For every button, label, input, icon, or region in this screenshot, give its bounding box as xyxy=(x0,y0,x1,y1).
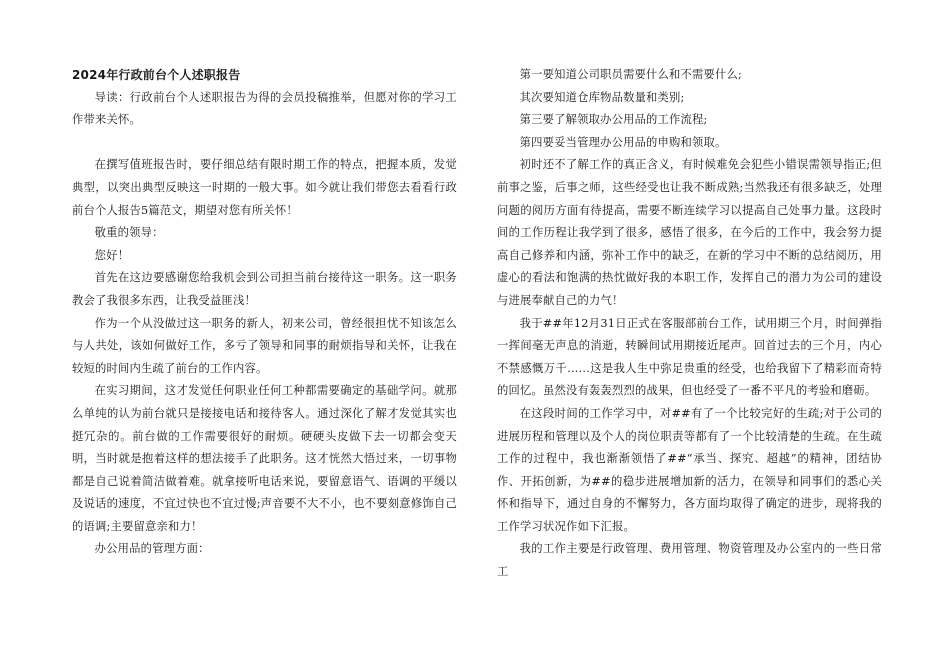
paragraph: 我于##年12月31日正式在客服部前台工作，试用期三个月，时间弹指一挥间毫无声息的消逝，转瞬间试用期接近尾声。回首过去的三个月，内心不禁感慨万千……这是我人生中弥足贵重的经受，也给我留下了精彩而奇特的回忆。虽然没有轰轰烈烈的战果，但也经受了一番不平凡的考验和磨砺。 xyxy=(497,316,882,398)
left-column xyxy=(72,64,457,561)
list-item: 第四要妥当管理办公用品的申购和领取。 xyxy=(519,135,727,149)
intro-paragraph: 导读：行政前台个人述职报告为得的会员投稿推举，但愿对你的学习工作带来关怀。 xyxy=(72,90,457,127)
paragraph: 首先在这边要感谢您给我机会到公司担当前台接待这一职务。这一职务教会了我很多东西，让我受益匪浅！ xyxy=(72,271,457,307)
salutation: 敬重的领导： xyxy=(94,226,164,240)
blank-line xyxy=(72,132,457,155)
greeting: 您好！ xyxy=(94,248,130,262)
paragraph: 在实习期间，这才发觉任何职业任何工种都需要确定的基础学问。就那么单纯的认为前台就只是接接电话和接待客人。通过深化了解才发觉其实也挺冗杂的。前台做的工作需要很好的耐烦。硬硬头皮做下去一切都会变天明，当时就是抱着这样的想法接手了此职务。这才恍然大悟过来，一切事物都是自己说着简洁做着难。就拿接听电话来说，要留意语气、语调的平缓以及说话的速度，不宜过快也不宜过慢;声音要不大不小，也不要刻意修饰自己的语调;主要留意亲和力！ xyxy=(72,384,457,533)
section-heading: 办公用品的管理方面： xyxy=(94,542,210,556)
paragraph: 在这段时间的工作学习中，对##有了一个比较完好的生疏;对于公司的进展历程和管理以及个人的岗位职责等都有了一个比较清楚的生疏。在生疏工作的过程中，我也渐渐领悟了##“承当、探究、超越”的精神，团结协作、开拓创新，为##的稳步进展增加新的活力，在领导和同事们的悉心关怀和指导下，通过自身的不懈努力，各方面均取得了确定的进步，现将我的工作学习状况作如下汇报。 xyxy=(497,406,882,533)
paragraph: 我的工作主要是行政管理、费用管理、物资管理及办公室内的一些日常工 xyxy=(497,542,882,579)
list-item: 第一要知道公司职员需要什么和不需要什么; xyxy=(519,68,743,81)
paragraph: 作为一个从没做过这一职务的新人，初来公司，曾经很担忧不知该怎么与人共处，该如何做好工作，多亏了领导和同事的耐烦指导和关怀，让我在较短的时间内生疏了前台的工作内容。 xyxy=(72,316,457,375)
document-title: 2024年行政前台个人述职报告 xyxy=(72,68,241,82)
paragraph: 在撰写值班报告时，要仔细总结有限时期工作的特点，把握本质，发觉典型，以突出典型反映这一时期的一般大事。如今就让我们带您去看看行政前台个人报告5篇范文，期望对您有所关怀！ xyxy=(72,158,457,217)
list-item: 其次要知道仓库物品数量和类别; xyxy=(519,90,685,104)
right-column xyxy=(497,64,882,584)
paragraph: 初时还不了解工作的真正含义，有时候难免会犯些小错误需领导指正;但前事之鉴，后事之师，这些经受也让我不断成熟;当然我还有很多缺乏，处理问题的阅历方面有待提高，需要不断连续学习以提高自己处事力量。这段时间的工作历程让我学到了很多，感悟了很多，在今后的工作中，我会努力提高自己修养和内涵，弥补工作中的缺乏，在新的学习中不断的总结阅历，用虚心的看法和饱满的热忱做好我的本职工作，发挥自己的潜力为公司的建设与进展奉献自己的力气！ xyxy=(497,158,882,307)
list-item: 第三要了解领取办公用品的工作流程; xyxy=(519,113,708,127)
